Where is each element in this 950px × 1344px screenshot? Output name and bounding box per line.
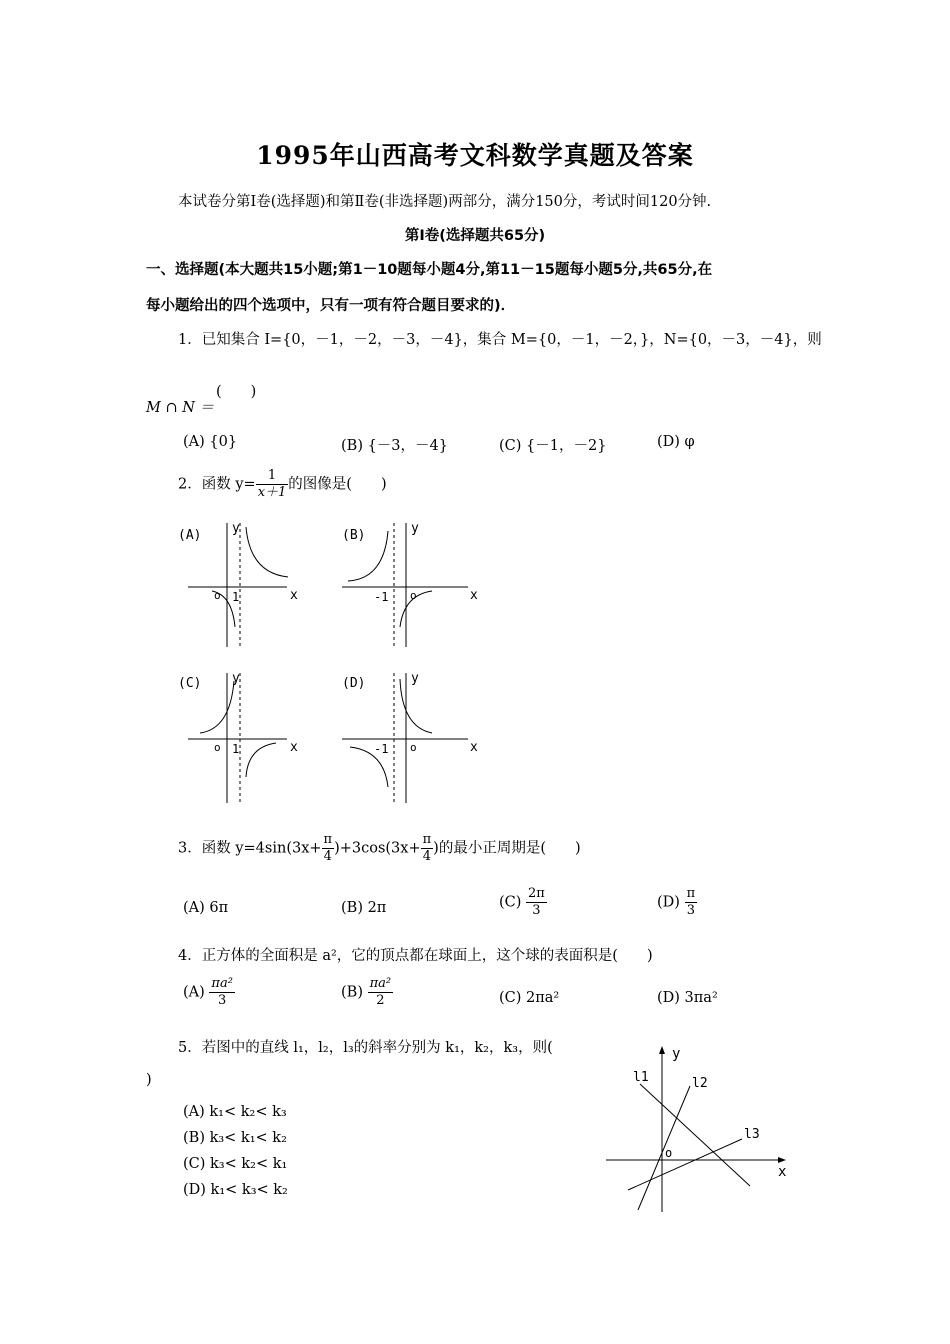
graph-c-tick: 1 [232,742,240,756]
page-title: 1995年山西高考文科数学真题及答案 [256,141,694,170]
graph-a-x-label: x [290,588,298,603]
q4-option-b-label: (B) [341,984,363,1001]
q5-origin: o [665,1146,673,1160]
q1-option-c: (C) {－1，－2} [499,438,607,454]
q4-option-a-label: (A) [183,984,205,1001]
q4-option-a [183,976,235,1009]
intro-text: 本试卷分第Ⅰ卷(选择题)和第Ⅱ卷(非选择题)两部分，满分150分，考试时间120分钟. [178,194,712,210]
q5-line-l3 [628,1139,742,1190]
section1-line1: 一、选择题(本大题共15小题;第1－10题每小题4分,第11－15题每小题5分,共65分,在 [146,262,713,278]
q3-frac2 [421,832,434,865]
q3-option-c-den: 3 [532,903,541,918]
graph-b [342,521,478,647]
q3-option-c-frac [526,886,547,919]
q3-option-c-num: 2π [528,886,545,901]
q3-option-d-num: π [686,886,696,901]
q3-option-d-den: 3 [686,903,695,918]
graph-d [342,671,478,803]
graph-d-x-label: x [470,740,478,755]
graph-a-label: (A) [178,528,202,543]
q4-option-a-den: 3 [218,993,227,1008]
q1-option-a: (A) {0} [183,434,238,450]
q1-expr: M ∩ N ＝ [146,400,215,416]
section1-line2: 每小题给出的四个选项中，只有一项有符合题目要求的)． [146,298,516,314]
graph-d-y-label: y [411,671,419,686]
graph-c [178,671,298,803]
q3-option-a: (A) 6π [183,900,229,916]
graph-b-label: (B) [342,528,366,543]
q2-den: x＋1 [257,485,287,500]
q4-option-b [341,976,393,1009]
q3-option-d-label: (D) [657,894,680,911]
graph-c-curve-upper [200,681,234,733]
q1-option-d: (D) φ [657,434,695,450]
graph-c-curve-lower [246,743,276,777]
q3-option-b: (B) 2π [341,900,387,916]
q4-option-b-den: 2 [376,993,385,1008]
q5-close-paren: ) [146,1072,152,1088]
q3-frac1 [322,832,335,865]
graph-c-x-label: x [290,740,298,755]
q1-option-b: (B) {－3，－4} [341,438,448,454]
graph-d-curve-upper [400,679,432,733]
graph-d-label: (D) [342,676,366,691]
part1-heading: 第Ⅰ卷(选择题共65分) [404,228,546,244]
q5-option-b: (B) k₃< k₁< k₂ [183,1130,287,1146]
graph-a [178,521,298,647]
graph-c-label: (C) [178,676,202,691]
q2-fraction [256,468,289,501]
q5-y-label: y [672,1046,681,1062]
q5-line-l1 [640,1084,750,1186]
q4-option-a-num: πa² [211,976,233,991]
q2-num: 1 [256,468,289,485]
q5-text: 5．若图中的直线 l₁，l₂，l₃的斜率分别为 k₁，k₂，k₃，则( [178,1040,553,1056]
q2-prefix: 2．函数 y= [178,476,256,493]
graph-b-origin: o [410,589,417,602]
graph-b-tick: -1 [374,590,389,604]
graph-b-y-label: y [411,521,419,536]
graph-a-tick: 1 [232,590,240,604]
graph-b-x-label: x [470,588,478,603]
q3-option-d-frac [685,886,698,919]
q3-part1: 3．函数 y=4sin(3x+ [178,840,322,857]
q2-suffix: 的图像是( ) [288,476,387,493]
q5-option-c: (C) k₃< k₂< k₁ [183,1156,288,1172]
q5-l1-label: l1 [633,1070,649,1085]
q1-text: 1．已知集合 I={0，－1，－2，－3，－4}，集合 M={0，－1，－2，}，N={0，－3，－4}，则 [178,332,822,348]
q5-l3-label: l3 [744,1127,760,1142]
q3-frac2-den: 4 [422,849,432,864]
q4-text: 4．正方体的全面积是 a²，它的顶点都在球面上，这个球的表面积是( ) [178,948,653,964]
q3-option-c-label: (C) [499,894,522,911]
graph-b-curve-lower [400,591,432,627]
q3-frac2-num: π [422,832,432,847]
graph-d-tick: -1 [374,742,389,756]
q4-option-b-frac [368,976,394,1009]
q5-x-label: x [778,1164,787,1180]
q3-frac1-num: π [323,832,333,847]
q5-line-graph [600,1040,800,1220]
q5-option-a: (A) k₁< k₂< k₃ [183,1104,287,1120]
q4-option-a-frac [209,976,235,1009]
graph-c-origin: o [214,741,221,754]
graph-c-y-label: y [232,671,240,686]
q5-y-arrow [659,1046,665,1054]
graph-a-curve-upper [246,527,288,577]
q5-option-d: (D) k₁< k₃< k₂ [183,1182,288,1198]
q3-part2: )+3cos(3x+ [334,840,421,857]
q3-option-d [657,886,697,919]
q3-part3: )的最小正周期是( ) [433,840,581,857]
graph-d-origin: o [410,741,417,754]
q3-frac1-den: 4 [323,849,332,864]
q4-option-d: (D) 3πa² [657,990,718,1006]
q3-option-c [499,886,547,919]
q5-x-arrow [778,1157,786,1163]
q4-option-c: (C) 2πa² [499,990,560,1006]
q2-graphs [170,515,500,815]
q3-line [178,832,581,865]
q4-option-b-num: πa² [369,976,392,991]
q5-line-l2 [638,1086,690,1210]
graph-a-y-label: y [232,521,240,536]
q2-line [178,468,387,501]
graph-a-origin: o [214,589,221,602]
q5-l2-label: l2 [692,1076,708,1091]
q1-paren: ( ) [216,384,257,400]
